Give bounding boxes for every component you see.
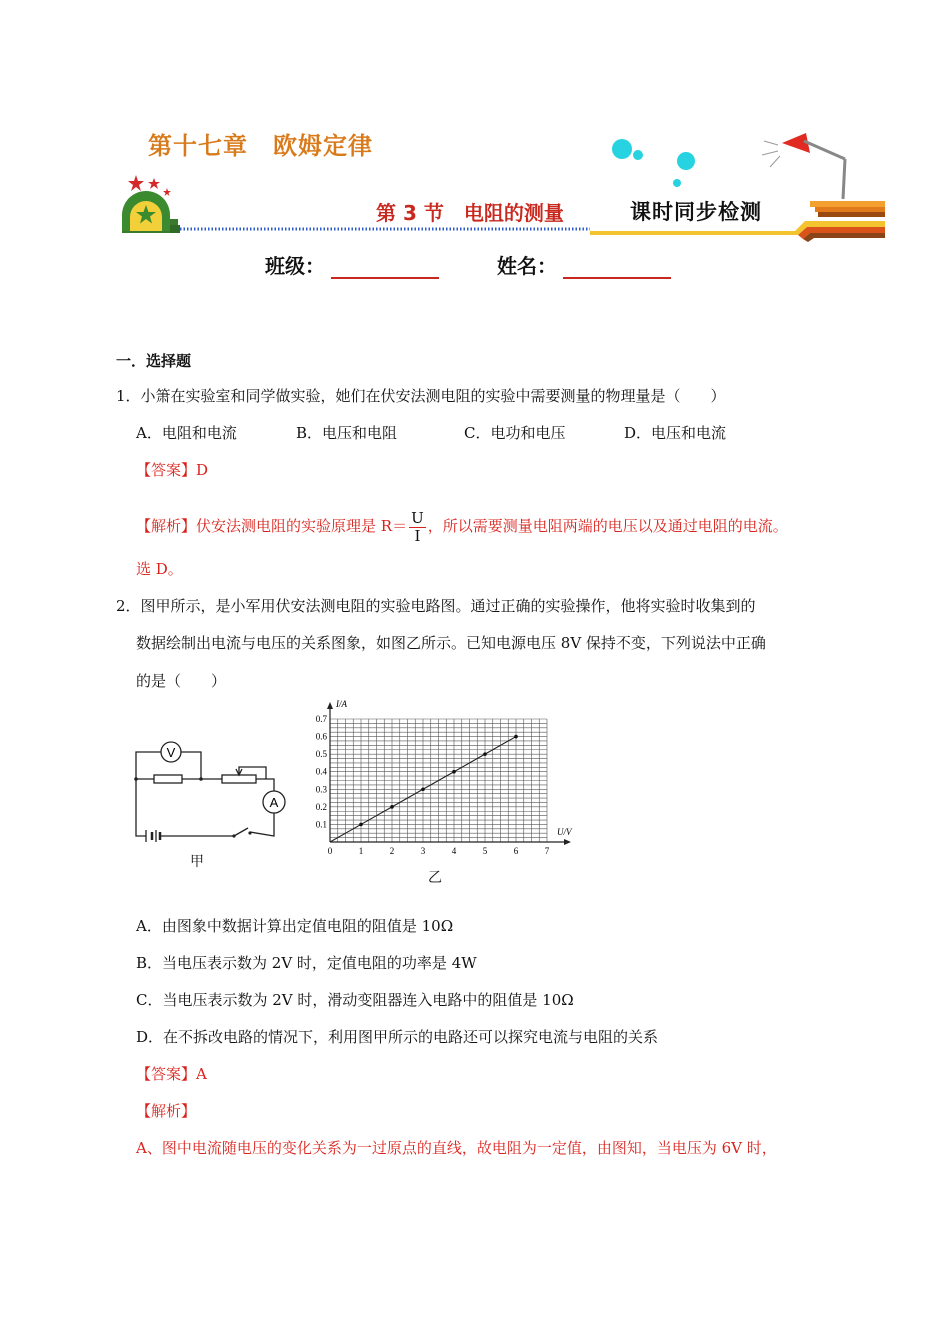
star-icon — [128, 175, 144, 191]
q1-option-a[interactable]: A．电阻和电流 — [136, 424, 237, 442]
lamp-icon — [762, 133, 845, 199]
x-tick-label: 5 — [482, 846, 488, 856]
class-label: 班级： — [265, 254, 325, 278]
x-axis-label: U/V — [557, 827, 572, 837]
q1-options — [136, 423, 836, 443]
bubble-icon — [612, 139, 632, 159]
formula-fraction — [409, 510, 426, 545]
q1-analysis — [136, 500, 788, 552]
x-tick-label: 4 — [451, 846, 457, 856]
logo-badge — [122, 191, 180, 233]
x-tick-label: 3 — [420, 846, 426, 856]
q2-stem-line3: 的是（ ） — [136, 672, 227, 690]
q2-option-a[interactable]: A．由图象中数据计算出定值电阻的阻值是 10Ω — [136, 917, 454, 935]
x-tick-label: 0 — [327, 846, 333, 856]
q2-option-c[interactable]: C．当电压表示数为 2V 时，滑动变阻器连入电路中的阻值是 10Ω — [136, 991, 574, 1009]
y-axis-label: I/A — [336, 700, 347, 709]
q2-stem-line1: 2．图甲所示，是小军用伏安法测电阻的实验电路图。通过正确的实验操作，他将实验时收集到的 — [116, 597, 756, 615]
section-heading: 一．选择题 — [116, 352, 192, 370]
bubble-icon — [633, 150, 643, 160]
q1-option-d[interactable]: D．电压和电流 — [624, 424, 727, 442]
name-blank[interactable] — [563, 257, 671, 279]
data-point — [421, 787, 425, 791]
name-field — [497, 250, 671, 279]
figure-b-label: 乙 — [428, 870, 442, 886]
q1-stem: 1．小箫在实验室和同学做实验，她们在伏安法测电阻的实验中需要测量的物理量是（ ） — [116, 387, 726, 405]
data-point — [359, 823, 363, 827]
answer-value: A — [196, 1065, 207, 1083]
x-axis-arrow — [564, 839, 571, 845]
answer-label: 【答案】 — [136, 461, 197, 479]
x-tick-label: 6 — [513, 846, 519, 856]
circuit-diagram — [126, 735, 296, 845]
current-voltage-chart — [305, 700, 585, 865]
analysis-label: 【解析】 — [136, 517, 197, 535]
data-point — [514, 735, 518, 739]
tagline: 课时同步检测 — [630, 200, 762, 224]
star-icon — [148, 178, 160, 189]
y-axis-arrow — [327, 702, 333, 709]
q1-analysis-line2: 选 D。 — [136, 560, 183, 578]
q2-option-d[interactable]: D．在不拆改电路的情况下，利用图甲所示的电路还可以探究电流与电阻的关系 — [136, 1028, 659, 1046]
analysis-post: ，所以需要测量电阻两端的电压以及通过电阻的电流。 — [427, 517, 788, 535]
q1-option-b[interactable]: B．电压和电阻 — [296, 424, 398, 442]
class-field — [265, 250, 439, 279]
q2-stem-line2: 数据绘制出电流与电压的关系图象，如图乙所示。已知电源电压 8V 保持不变，下列说法中正确 — [136, 634, 766, 652]
y-tick-label: 0.6 — [315, 731, 327, 742]
data-point — [483, 752, 487, 756]
q2-analysis-label: 【解析】 — [136, 1102, 197, 1120]
ammeter-symbol: A — [269, 795, 279, 810]
data-point — [452, 770, 456, 774]
answer-value: D — [196, 461, 209, 479]
x-tick-label: 1 — [358, 846, 364, 856]
name-label: 姓名： — [497, 254, 557, 278]
y-tick-label: 0.4 — [315, 766, 327, 777]
q2-analysis-line1: A、图中电流随电压的变化关系为一过原点的直线，故电阻为一定值，由图知，当电压为 6V 时， — [136, 1139, 777, 1157]
class-blank[interactable] — [331, 257, 439, 279]
q2-answer — [136, 1064, 207, 1084]
bubble-icon — [673, 179, 681, 187]
voltmeter-symbol: V — [166, 745, 176, 760]
y-tick-label: 0.5 — [315, 749, 327, 760]
analysis-pre: 伏安法测电阻的实验原理是 R＝ — [196, 517, 408, 535]
star-icon — [163, 188, 171, 196]
q1-option-c[interactable]: C．电功和电压 — [464, 424, 566, 442]
figure-a-label: 甲 — [190, 854, 204, 870]
answer-label: 【答案】 — [136, 1065, 197, 1083]
data-point — [390, 805, 394, 809]
y-tick-label: 0.3 — [315, 784, 327, 795]
x-tick-label: 2 — [389, 846, 395, 856]
y-tick-label: 0.2 — [315, 801, 327, 812]
fraction-numerator: U — [411, 508, 424, 527]
y-tick-label: 0.7 — [315, 714, 327, 724]
section-title: 第 3 节 电阻的测量 — [376, 201, 564, 225]
y-tick-label: 0.1 — [315, 819, 327, 830]
q1-answer — [136, 460, 208, 480]
chapter-title: 第十七章 欧姆定律 — [148, 132, 373, 160]
fraction-denominator: I — [414, 526, 421, 545]
q2-option-b[interactable]: B．当电压表示数为 2V 时，定值电阻的功率是 4W — [136, 954, 477, 972]
x-tick-label: 7 — [544, 846, 550, 856]
bubble-icon — [677, 152, 695, 170]
